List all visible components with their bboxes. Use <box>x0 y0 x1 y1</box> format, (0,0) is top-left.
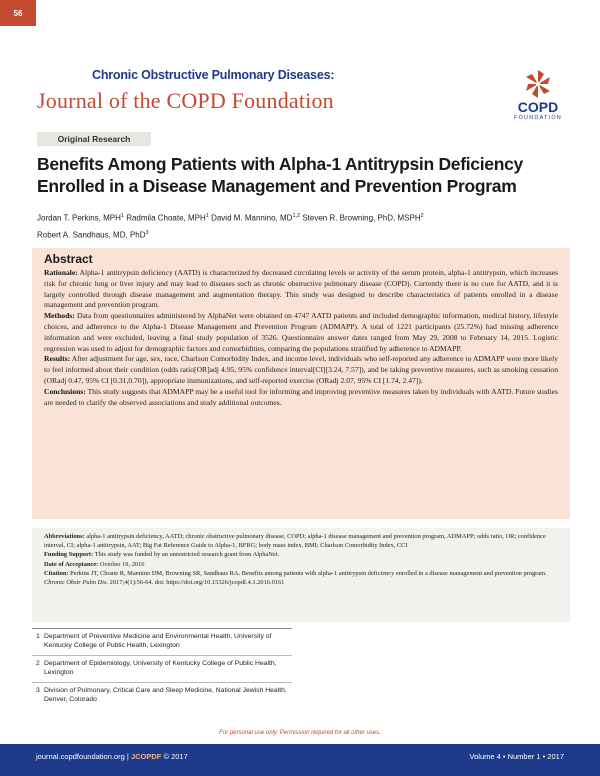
footnote-number: 3 <box>36 687 40 694</box>
citation-label: Citation: <box>44 569 69 577</box>
footer-copyright: © 2017 <box>161 752 188 761</box>
author-name: Jordan T. Perkins, MPH <box>37 213 121 223</box>
usage-notice: For personal use only. Permission required for all other uses. <box>219 730 381 736</box>
footer-left <box>36 752 188 761</box>
conclusions-text: This study suggests that ADMAPP may be a useful tool for informing and improving preventive measures taken by individuals with AATD. Future studies are needed to clarify the observed associations and study additional outcomes. <box>44 386 559 407</box>
author-name: David M. Mannino, MD <box>211 213 293 223</box>
acceptance-text: October 19, 2016 <box>99 560 145 568</box>
citation-text: Perkins JT, Choate R, Mannino DM, Browning SR, Sandhaus RA. Benefits among patients with alpha-1 antitrypsin deficiency enrolled in a disease management and prevention program. <box>70 569 547 577</box>
citation <box>44 569 558 587</box>
page-number: 56 <box>0 0 36 26</box>
abstract-rationale <box>44 268 558 311</box>
footnote-number: 1 <box>36 633 40 640</box>
section-label: Original Research <box>37 132 151 146</box>
rationale-label: Rationale: <box>44 268 78 277</box>
footnote-text: Department of Epidemiology, University of Kentucky College of Public Health, Lexington <box>44 660 277 677</box>
abstract-conclusions <box>44 387 558 409</box>
acceptance-date <box>44 560 558 569</box>
author-affiliation: 2 <box>420 213 424 219</box>
footnote-1 <box>36 632 298 651</box>
footnote-text: Division of Pulmonary, Critical Care and Sleep Medicine, National Jewish Health, Denver, Colorado <box>44 687 287 704</box>
footnote-separator <box>32 655 292 656</box>
rationale-text: Alpha-1 antitrypsin deficiency (AATD) is characterized by decreased circulating levels or activity of the serum protein, alpha-1 antitrypsin, which increases risk for chronic lung or liver injury and may lead to diseases such as chronic obstructive pulmonary disease (COPD). Currently there is no cure for AATD, and it is largely controlled through disease management and augmentation therapy. This study was designed to describe characteristics of patients enrolled in a disease management and prevention program. <box>44 268 558 310</box>
abbreviations-text: alpha-1 antitrypsin deficiency, AATD; chronic obstructive pulmonary disease, COPD; alpha-1 disease management and prevention program, ADMAPP; odds ratio, OR; confidence interval, CI; alpha-1 antitrypsin, AAT; Big Fat Reference Guide to Alpha-1, BFRG; body mass index, BMI; Charlson Comorbidity Index, CCI <box>44 533 546 550</box>
abstract-results <box>44 354 558 386</box>
footer-brand: JCOPDF <box>130 752 162 761</box>
methods-text: Data from questionnaires administered by AlphaNet were obtained on 4747 AATD patients and included demographic information, medical history, lifestyle choices, and adherence to the Alpha-1 Disease Management and Prevention Program (ADMAPP). A total of 1221 participants (25.72%) had missing adherence information and were excluded, leaving a final study population of 3526. Questionnaire answer dates ranged from May 29, 2008 to February 14, 2015. Logistic regression was used to adjust for demographic factors and comorbidities, comparing the populations stratified by adherence to ADMAPP. <box>44 311 558 353</box>
author-affiliation: 1,2 <box>292 213 301 219</box>
author-affiliation: 3 <box>145 229 149 236</box>
citation-doi: 2017;4(1):56-64. doi: https://doi.org/10.15326/jcopdf.4.1.2016.0161 <box>109 579 285 587</box>
results-text: After adjustment for age, sex, race, Charlson Comorbidity Index, and income level, individuals who self-reported any adherence to ADMAPP were more likely to feel informed about their condition (odds ratio[OR]adj 4.95, 95% confidence interval[CI][3.24, 7.57]), and be taking preventive measures, such as smoking cessation (ORadj 0.47, 95% CI [0.31,0.70]), appropriate immunizations, and self-reported exercise (ORadj 2.07, 95% CI [1.74, 2.47]). <box>44 354 558 385</box>
abstract-heading: Abstract <box>44 252 93 266</box>
article-info <box>44 532 558 587</box>
article-title: Benefits Among Patients with Alpha-1 Antitrypsin Deficiency Enrolled in a Disease Management and Prevention Program <box>37 154 523 196</box>
funding-label: Funding Support: <box>44 551 94 559</box>
abbreviations-label: Abbreviations: <box>44 533 85 540</box>
abbreviations <box>44 532 558 550</box>
footnote-2 <box>36 659 298 678</box>
footer-issue: Volume 4 • Number 1 • 2017 <box>469 752 564 761</box>
journal-title: Journal of the COPD Foundation <box>37 88 334 113</box>
logo-copd-text: COPD <box>517 99 559 115</box>
abstract-body <box>44 268 558 408</box>
logo-wordmark <box>505 100 571 122</box>
citation-journal: Chronic Obstr Pulm Dis. <box>44 579 109 587</box>
journal-subtitle: Chronic Obstructive Pulmonary Diseases: <box>92 68 335 82</box>
funding <box>44 550 558 559</box>
footnote-separator <box>32 682 292 683</box>
methods-label: Methods: <box>44 311 75 321</box>
author-name: Robert A. Sandhaus, MD, PhD <box>37 230 146 240</box>
logo-foundation-text: FOUNDATION <box>514 115 562 121</box>
footnote-divider <box>32 628 292 629</box>
acceptance-label: Date of Acceptance: <box>44 560 99 568</box>
results-label: Results: <box>44 354 71 364</box>
funding-text: This study was funded by an unrestricted research grant from AlphaNet. <box>94 551 280 559</box>
journal-url[interactable]: journal.copdfoundation.org <box>36 752 125 761</box>
footnote-text: Department of Preventive Medicine and Environmental Health, University of Kentucky College of Public Health, Lexington <box>44 633 272 650</box>
footnote-number: 2 <box>36 660 40 667</box>
conclusions-label: Conclusions: <box>44 386 86 396</box>
author-affiliation: 1 <box>205 213 209 219</box>
abstract-methods <box>44 311 558 354</box>
author-list <box>37 209 567 242</box>
footnote-3 <box>36 686 298 705</box>
footer-separator: | <box>124 752 131 761</box>
author-name: Steven R. Browning, PhD, MSPH <box>302 213 421 223</box>
author-name: Radmila Choate, MPH <box>126 213 206 223</box>
author-affiliation: 1 <box>120 213 124 219</box>
